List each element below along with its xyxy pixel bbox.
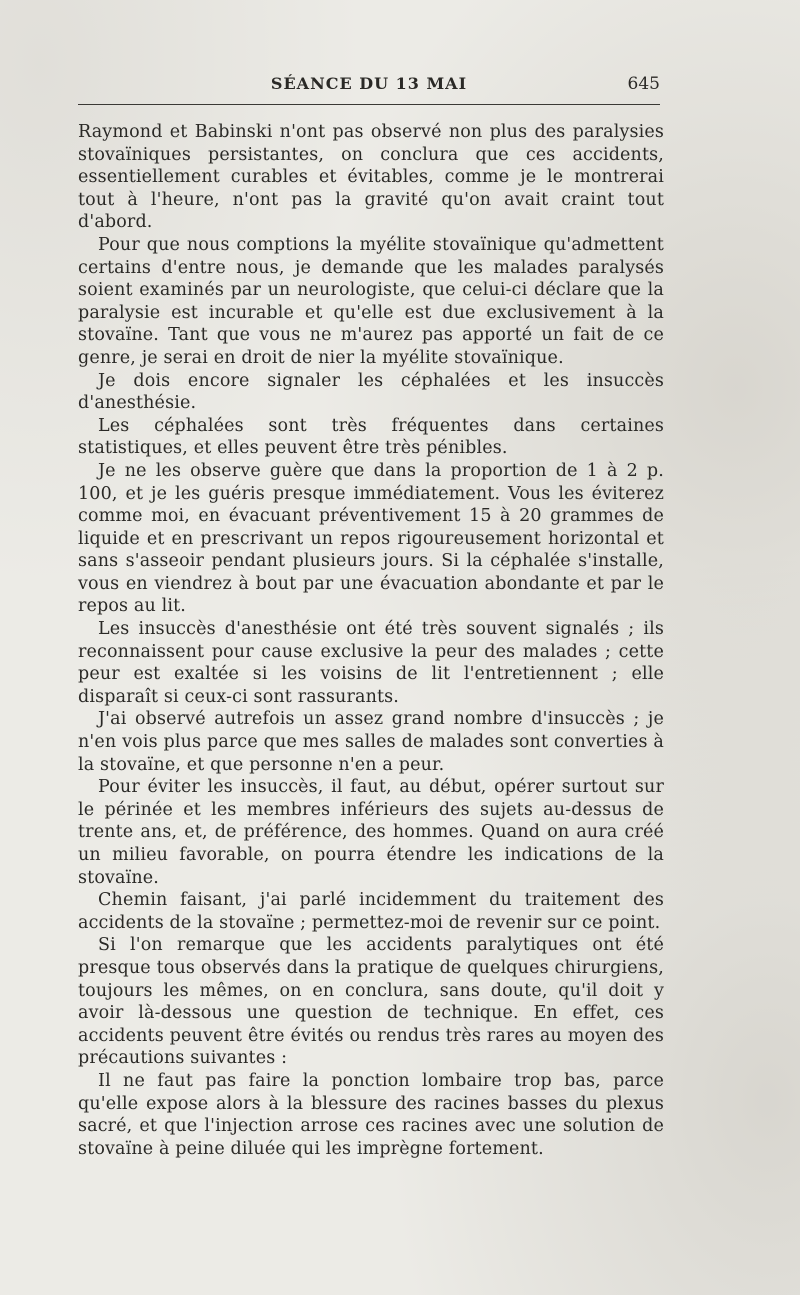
- paragraph: Il ne faut pas faire la ponction lombaire trop bas, parce qu'elle expose alors à la blessure des racines basses du plexus sacré, et que l'injection arrose ces racines avec une solution de stovaïne à peine diluée qui les imprègne fortement.: [78, 1070, 664, 1159]
- paragraph: Pour éviter les insuccès, il faut, au début, opérer surtout sur le périnée et les membres inférieurs des sujets au-dessus de trente ans, et, de préférence, des hommes. Quand on aura créé un milieu favorable, on pourra étendre les indications de la stovaïne.: [78, 777, 664, 888]
- paragraph: Les céphalées sont très fréquentes dans certaines statistiques, et elles peuvent être très pénibles.: [78, 415, 664, 459]
- paragraph: Pour que nous comptions la myélite stovaïnique qu'admettent certains d'entre nous, je demande que les malades paralysés soient examinés par un neurologiste, que celui-ci déclare que la paralysie est incurable et qu'elle est due exclusivement à la stovaïne. Tant que vous ne m'aurez pas apporté un fait de ce genre, je serai en droit de nier la myélite stovaïnique.: [78, 234, 664, 368]
- paragraph: J'ai observé autrefois un assez grand nombre d'insuccès ; je n'en vois plus parce que mes salles de malades sont converties à la stovaïne, et que personne n'en a peur.: [78, 709, 664, 775]
- header-rule: [78, 104, 660, 105]
- paragraph: Je dois encore signaler les céphalées et les insuccès d'anesthésie.: [78, 370, 664, 414]
- body-text: [78, 121, 664, 1160]
- running-head: [78, 74, 660, 100]
- paragraph: Chemin faisant, j'ai parlé incidemment du traitement des accidents de la stovaïne ; permettez-moi de revenir sur ce point.: [78, 890, 664, 933]
- paragraph: Les insuccès d'anesthésie ont été très souvent signalés ; ils reconnaissent pour cause exclusive la peur des malades ; cette peur est exaltée si les voisins de lit l'entretiennent ; elle disparaît si ceux-ci sont rassurants.: [78, 619, 664, 707]
- page-number: 645: [627, 74, 660, 94]
- page-header-title: SÉANCE DU 13 MAI: [270, 74, 468, 93]
- paragraph: Si l'on remarque que les accidents paralytiques ont été presque tous observés dans la pratique de quelques chirurgiens, toujours les mêmes, on en conclura, sans doute, qu'il doit y avoir là-dessous une question de technique. En effet, ces accidents peuvent être évités ou rendus très rares au moyen des précautions suivantes :: [78, 935, 664, 1069]
- paragraph: Je ne les observe guère que dans la proportion de 1 à 2 p. 100, et je les guéris presque immédiatement. Vous les éviterez comme moi, en évacuant préventivement 15 à 20 grammes de liquide et en prescrivant un repos rigoureusement horizontal et sans s'asseoir pendant plusieurs jours. Si la céphalée s'installe, vous en viendrez à bout par une évacuation abondante et par le repos au lit.: [78, 460, 664, 617]
- paragraph-continuation: Raymond et Babinski n'ont pas observé non plus des paralysies stovaïniques persistantes, on conclura que ces accidents, essentiellement curables et évitables, comme je le montrerai tout à l'heure, n'ont pas la gravité qu'on avait craint tout d'abord.: [78, 122, 664, 233]
